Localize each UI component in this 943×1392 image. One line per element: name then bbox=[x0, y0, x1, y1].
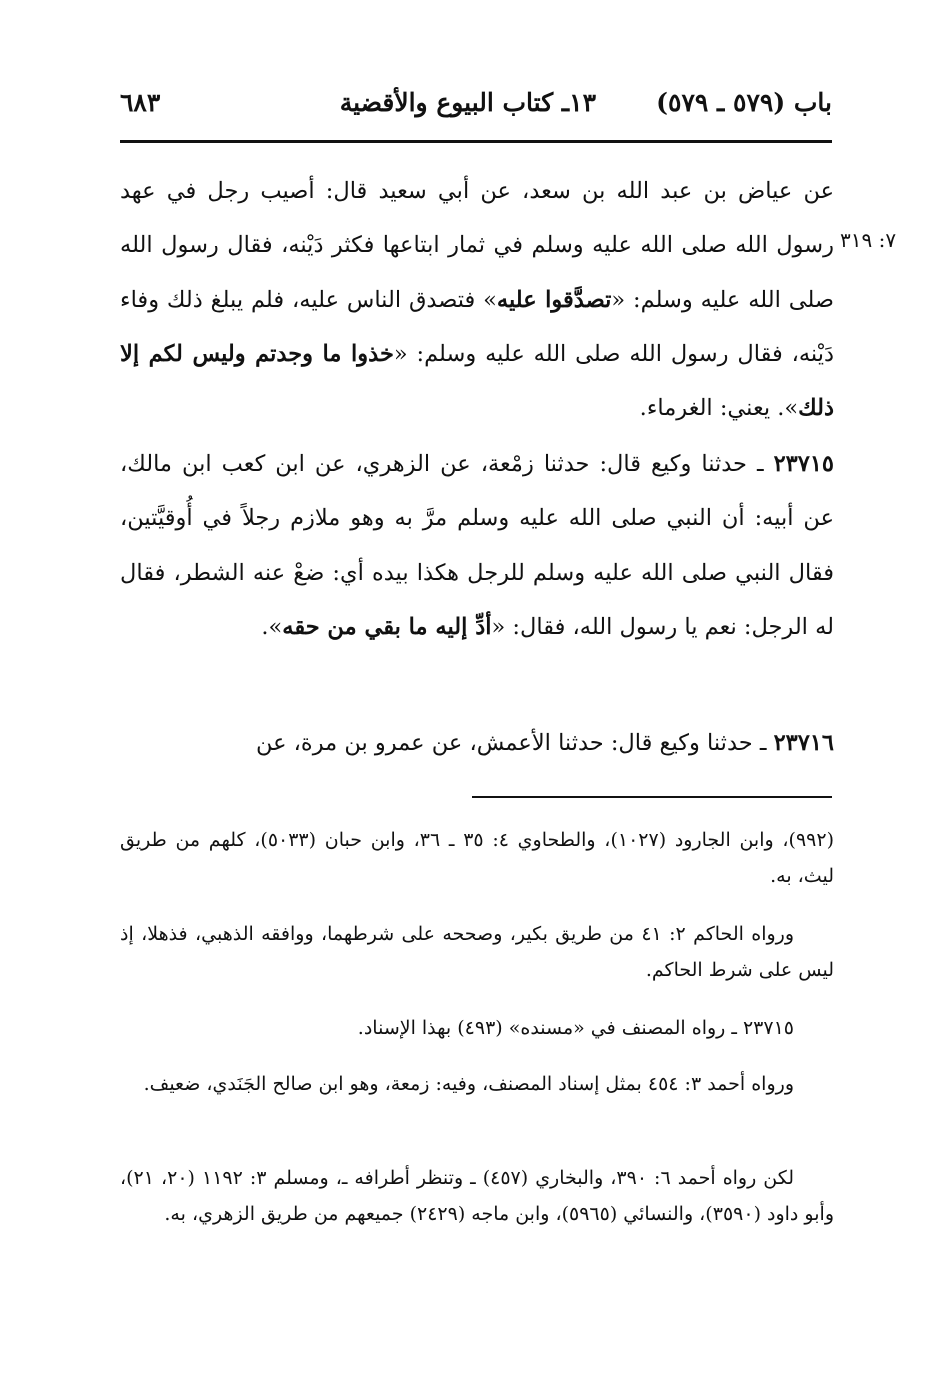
hadith-23716 bbox=[120, 716, 834, 770]
header-divider bbox=[120, 140, 832, 143]
page-header bbox=[120, 88, 832, 132]
bold-quote: خذوا ما وجدتم وليس لكم إلا ذلك bbox=[120, 340, 834, 422]
margin-reference: ٧: ٣١٩ bbox=[840, 228, 897, 252]
footnote-paragraph: لكن رواه أحمد ٦: ٣٩٠، والبخاري (٤٥٧) ـ وتنظر أطرافه ـ، ومسلم ٣: ١١٩٢ (٢٠، ٢١)، وأبو داود (٣٥٩٠)، والنسائي (٥٩٦٥)، وابن ماجه (٢٤٢٩) جميعهم من طريق الزهري، به. bbox=[120, 1167, 834, 1225]
text-segment: ». يعني: الغرماء. bbox=[639, 395, 799, 422]
text-segment: » فتصدق الناس عليه، فلم يبلغ ذلك وفاء دَيْنه، فقال رسول الله صلى الله عليه وسلم: « bbox=[120, 286, 835, 367]
bold-quote: أدِّ إليه ما بقي من حقه bbox=[282, 613, 492, 640]
footnote-paragraph: ٢٣٧١٥ ـ رواه المصنف في «مسنده» (٤٩٣) بهذا الإسناد. bbox=[357, 1017, 794, 1039]
footnote-divider bbox=[472, 796, 832, 798]
text-segment: ـ حدثنا وكيع قال: حدثنا الأعمش، عن عمرو بن مرة، عن bbox=[255, 730, 774, 756]
footnote-paragraph: ورواه أحمد ٣: ٤٥٤ بمثل إسناد المصنف، وفيه: زمعة، وهو ابن صالح الجَنَدي، ضعيف. bbox=[143, 1073, 794, 1095]
hadith-text-continued bbox=[120, 164, 834, 435]
text-segment: ـ حدثنا وكيع قال: حدثنا زمْعة، عن الزهري، عن ابن كعب ابن مالك، عن أبيه: أن النبي صلى الله عليه وسلم مرَّ به وهو ملازم رجلاً في أُوقيَّتين، فقال النبي صلى الله عليه وسلم للرجل هكذا بيده أي: ضعْ عنه الشطر، فقال له الرجل: نعم يا رسول الله، فقال: « bbox=[120, 451, 834, 640]
footnote-paragraph: ورواه الحاكم ٢: ٤١ من طريق بكير، وصححه على شرطهما، ووافقه الذهبي، فذهلا، إذ ليس على شرط الحاكم. bbox=[120, 923, 834, 981]
chapter-range: باب (٥٧٩ ـ ٥٧٩) bbox=[656, 88, 832, 117]
bold-quote: تصدَّقوا عليه bbox=[496, 286, 612, 313]
page-number: ٦٨٣ bbox=[120, 88, 161, 117]
hadith-number: ٢٣٧١٦ bbox=[773, 730, 834, 756]
text-segment: ». bbox=[261, 613, 283, 640]
text-segment: عن عياض بن عبد الله بن سعد، عن أبي سعيد قال: أصيب رجل في عهد رسول الله صلى الله عليه وسلم في ثمار ابتاعها فكثر دَيْنه، فقال رسول الله صلى الله عليه وسلم: « bbox=[120, 178, 835, 313]
hadith-number: ٢٣٧١٥ bbox=[773, 451, 834, 477]
footnote-paragraph: (٩٩٢)، وابن الجارود (١٠٢٧)، والطحاوي ٤: ٣٥ ـ ٣٦، وابن حبان (٥٠٣٣)، كلهم من طريق ليث، به. bbox=[120, 829, 834, 887]
hadith-23715 bbox=[120, 437, 834, 654]
book-title: ١٣ـ كتاب البيوع والأقضية bbox=[339, 88, 596, 117]
